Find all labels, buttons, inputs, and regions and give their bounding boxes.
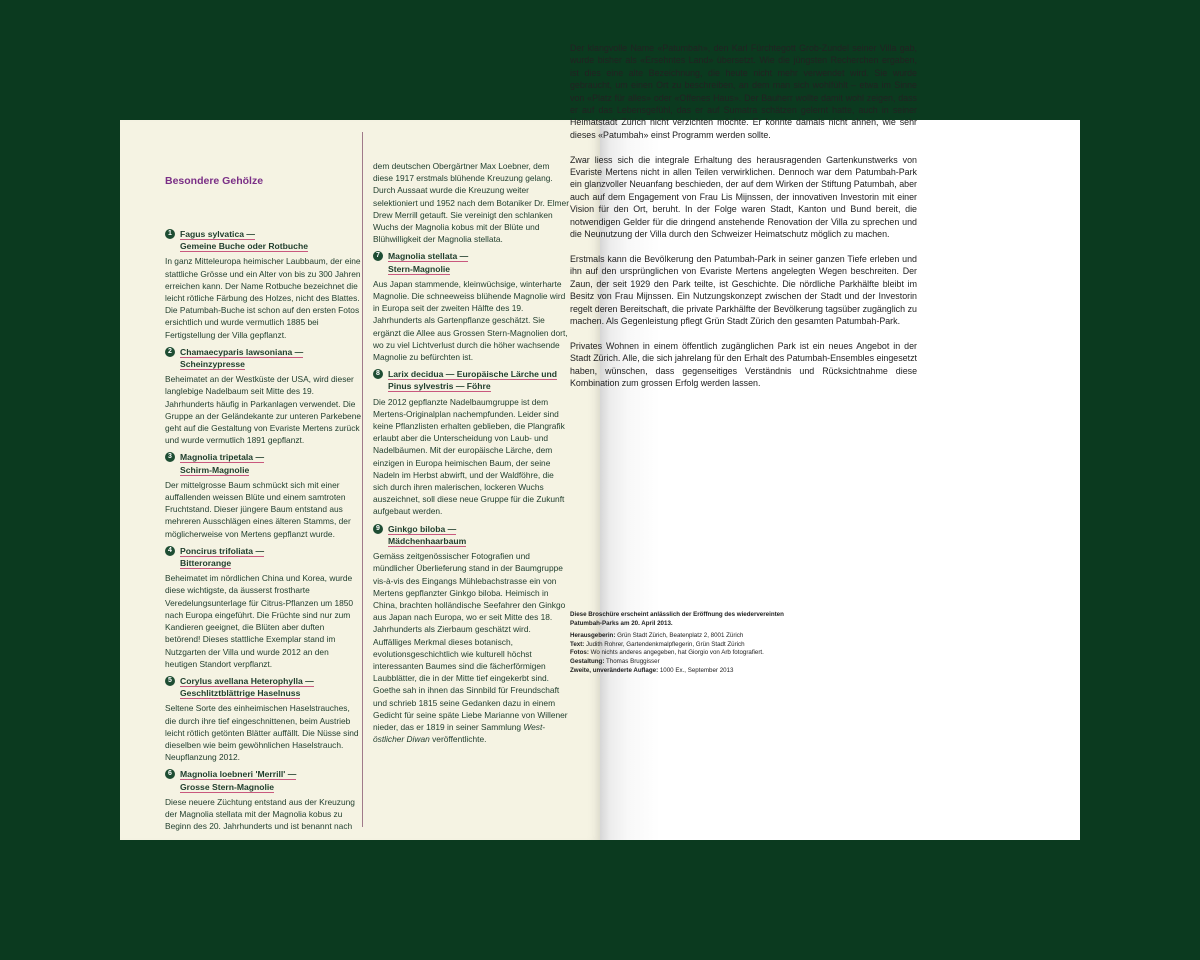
plant-latin-name: Ginkgo biloba — [388,523,457,534]
imprint-value: Thomas Bruggisser [604,657,660,665]
left-column-1 [165,174,361,837]
plant-entry-head [165,451,361,475]
number-badge: 1 [165,229,175,239]
plant-names [180,545,264,569]
plant-entry [165,451,361,539]
plant-names [180,768,296,792]
plant-names [180,451,264,475]
plant-description: Diese neuere Züchtung entstand aus der Kreuzung der Magnolia stellata mit der Magnolia kobus zu Beginn des 20. Jahrhunderts und ist benannt nach [165,796,355,832]
plant-entry-head [165,675,361,699]
plant-entry-head [165,545,361,569]
plant-common-name: Grosse Stern-Magnolie [180,781,275,792]
plant-entry [373,523,569,746]
number-badge: 8 [373,369,383,379]
right-page-body [570,42,917,402]
imprint-lead-line: Diese Broschüre erscheint anlässlich der Eröffnung des wiedervereinten [570,611,784,618]
body-paragraph: Privates Wohnen in einem öffentlich zugänglichen Park ist ein neues Angebot in der Stadt Zürich. Alle, die sich jahrelang für den Erhalt des Patumbah-Ensembles eingesetzt haben, wünschen, dass gegenseitiges Verständnis und Rücksichtnahme diese Kombination zum grossen Erfolg werden lassen. [570,340,917,388]
plant-description: Aus Japan stammende, kleinwüchsige, winterharte Magnolie. Die schneeweiss blühende Magnolie wird in Europa seit der zweiten Hälfte des 19. Jahrhunderts als Gartenpflanze geschätzt. Sie ergänzt die Allee aus Grossen Stern-Magnolien dort, wo zu viel Lichtverlust durch die höher wachsende Magnolie zu befürchten ist. [373,278,568,363]
plant-names [388,523,466,547]
plant-entry-head [373,368,569,392]
column-divider [362,132,363,827]
plant-common-name: Scheinzypresse [180,359,245,370]
imprint-lead-line: Patumbah-Parks am 20. April 2013. [570,619,673,627]
plant-description: Beheimatet an der Westküste der USA, wird dieser langlebige Nadelbaum seit Mitte des 19. Jahrhunderts häufig in Parkanlagen verwendet. Die Gruppe an der Geländekante zur unteren Parkebene geht auf die Gestaltung von Evariste Mertens zurück und wurde vermutlich 1891 gepflanzt. [165,374,362,446]
body-paragraph: Der klangvolle Name «Patumbah», den Karl Fürchtegott Grob-Zundel seiner Villa gab, wurde bisher als «Ersehntes Land» übersetzt. Wie die jüngsten Recherchen ergaben, ist dies eine alte Bezeichnung, die heute nicht mehr verwendet wird. Sie wurde gebraucht, um einen Ort zu beschreiben, an dem man sich wohlfühlt – etwa im Sinne von «Platz für alles» oder «Offenes Haus». Der Bauherr wollte damit wohl zeigen, dass er auf das Lebensgefühl, das er auf Sumatra schätzen gelernt hatte, auch in seiner Heimatstadt Zürich nicht verzichten möchte. Er konnte damals nicht ahnen, wie sehr dieses «Patumbah» einst Programm werden sollte. [570,43,917,140]
plant-entry-head [165,768,361,792]
plant-description: Beheimatet im nördlichen China und Korea, wurde diese wichtigste, da äusserst frostharte Veredelungsunterlage für Citrus-Pflanzen um 1850 nach Europa eingeführt. Die Früchte sind nur zum Kandieren geeignet, die Blüten aber duften betörend! Dieses stattliche Exemplar stand im Nutzgarten der Villa und wurde 2012 an den heutigen Standort verpflanzt. [165,573,354,669]
plant-names [388,368,557,392]
plant-latin-name: Larix decidua — Europäische Lärche und [388,369,558,380]
plant-description [373,550,569,745]
imprint-label: Text: [570,640,585,648]
imprint-row [570,641,830,650]
description-text-end: veröffentlichte. [429,734,487,745]
plant-common-name: Mädchenhaarbaum [388,535,467,546]
plant-latin-name: Magnolia loebneri 'Merrill' — [180,769,297,780]
continued-text: dem deutschen Obergärtner Max Loebner, dem diese 1917 erstmals blühende Kreuzung gelang. Durch Aussaat wurde die Kreuzung weiter selektioniert und 1952 nach dem Botaniker Dr. Elmer Drew Merrill getauft. Sie vereinigt den schlanken Wuchs der Magnolia kobus mit der Blüte und Blühwilligkeit der Magnolia stellata. [373,161,569,245]
plant-common-name: Stern-Magnolie [388,263,451,274]
number-badge: 2 [165,347,175,357]
page-heading: Besondere Gehölze [165,175,264,187]
imprint-label: Zweite, unveränderte Auflage: [570,666,659,674]
imprint-row [570,658,830,667]
plant-names [180,346,303,370]
plant-entry [165,228,361,341]
number-badge: 7 [373,251,383,261]
imprint-value: 1000 Ex., September 2013 [658,666,734,674]
plant-entry-head [165,228,361,252]
plant-names [388,250,468,274]
plant-names [180,675,314,699]
plant-latin-name: Magnolia tripetala — [180,452,265,463]
plant-entry [165,346,361,447]
number-badge: 9 [373,524,383,534]
left-page [120,120,600,840]
plant-entry [165,545,361,670]
plant-entry [373,368,569,517]
plant-common-name: Pinus sylvestris — Föhre [388,381,491,392]
description-text: Gemäss zeitgenössischer Fotografien und mündlicher Überlieferung stand in der Baumgruppe vis-à-vis des Eingangs Mühlebachstrasse ein von Mertens gepflanzter Ginkgo biloba. Heimisch in China, brachten holländische Seefahrer den Ginkgo aus Japan nach Europa, wo er seit Mitte des 18. Jahrhunderts als Zierbaum geschätzt wird. Auffälliges Merkmal dieses botanisch, evolutionsgeschichtlich wie kulturell höchst interessanten Baumes sind die fächerförmigen Laubblätter, die in der Mitte tief eingekerbt sind. Goethe sah in ihnen das Sinnbild für Freundschaft und schrieb 1815 seine Gedanken dazu in einem Gedicht für seine späte Liebe Marianne von Willener nieder, das er 1819 in seiner Sammlung [373,551,568,732]
imprint-lead [570,611,830,628]
number-badge: 3 [165,452,175,462]
number-badge: 6 [165,769,175,779]
plant-entry-head [373,523,569,547]
number-badge: 4 [165,546,175,556]
plant-common-name: Schirm-Magnolie [180,464,250,475]
imprint-value: Wo nichts anderes angegeben, hat Giorgio von Arb fotografiert. [588,649,764,657]
imprint-label: Herausgeberin: [570,632,616,640]
plant-latin-name: Poncirus trifoliata — [180,545,265,556]
plant-common-name: Geschlitztblättrige Haselnuss [180,688,301,699]
plant-description: Der mittelgrosse Baum schmückt sich mit einer auffallenden weissen Blüte und einem samtroten Fruchtstand. Dieser jüngere Baum entstand aus mehreren Ausschlägen eines älteren Stamms, der möglicherweise von Mertens gepflanzt wurde. [165,479,351,539]
plant-entry [165,675,361,763]
plant-description: Seltene Sorte des einheimischen Haselstrauches, die durch ihre tief eingeschnittenen, beim Austrieb leicht rötlich getönten Blätter auffällt. Die Nüsse sind dieselben wie beim gewöhnlichen Haselstrauch. Neupflanzung 2012. [165,703,359,763]
plant-entry [165,768,361,832]
plant-latin-name: Chamaecyparis lawsoniana — [180,346,304,357]
imprint-label: Fotos: [570,649,589,657]
book-title: West-östlicher Diwan [373,721,546,745]
plant-latin-name: Fagus sylvatica — [180,229,255,239]
plant-common-name: Bitterorange [180,558,232,569]
plant-common-name: Gemeine Buche oder Rotbuche [180,241,308,252]
plant-latin-name: Corylus avellana Heterophylla — [180,675,314,686]
plant-latin-name: Magnolia stellata — [388,251,469,262]
imprint-row [570,649,830,658]
imprint [570,611,830,675]
plant-description: In ganz Mitteleuropa heimischer Laubbaum, der eine stattliche Grösse und ein Alter von bis zu 300 Jahren erreichen kann. Der Name Rotbuche bezeichnet die leicht rötliche Färbung des Holzes, nicht des Blattes. Die Patumbah-Buche ist schon auf den ersten Fotos ersichtlich und wurde vermutlich 1885 bei Fertigstellung der Villa gepflanzt. [165,256,361,340]
plant-entry-head [165,346,361,370]
imprint-value: Judith Rohrer, Gartendenkmalpflegerin, Grün Stadt Zürich [584,640,745,648]
left-column-2 [373,160,569,750]
number-badge: 5 [165,676,175,686]
plant-names [180,228,308,252]
body-paragraph: Zwar liess sich die integrale Erhaltung des herausragenden Gartenkunstwerks von Evariste Mertens nicht in allen Teilen verwirklichen. Dennoch war dem Patumbah-Park ein glanzvoller Neuanfang beschieden, der auf dem Wirken der Stiftung Patumbah, aber auch auf dem Engagement von Frau Lis Mijnssen, der innovativen Investorin mit einer Vision für den Ort, beruht. In der Folge waren Stadt, Kanton und Bund bereit, die notwendigen Gelder für die dringend anstehende Renovation der Villa zu sprechen und die Neunutzung der Villa durch den Schweizer Heimatschutz möglich zu machen. [570,154,917,240]
body-paragraph: Erstmals kann die Bevölkerung den Patumbah-Park in seiner ganzen Tiefe erleben und ihn auf den ursprünglichen von Evariste Mertens angelegten Wegen beschreiten. Der Zaun, der seit 1929 den Park teilte, ist Geschichte. Die nördliche Parkhälfte bleibt im Besitz von Frau Mijnssen. Ein Nutzungskonzept zwischen der Stadt und der Investorin regelt deren Bereitschaft, die private Parkhälfte der Bevölkerung tagsüber zugänglich zu machen. Als Gegenleistung pflegt Grün Stadt Zürich den gesamten Patumbah-Park. [570,253,917,326]
imprint-label: Gestaltung: [570,657,605,665]
plant-entry [373,250,569,363]
plant-entry-head [373,250,569,274]
imprint-row [570,667,830,676]
imprint-value: Grün Stadt Zürich, Beatenplatz 2, 8001 Zürich [615,632,744,640]
plant-description: Die 2012 gepflanzte Nadelbaumgruppe ist dem Mertens-Originalplan nachempfunden. Leider sind keine Pflanzlisten erhalten geblieben, die Plangrafik erlaubt aber die Unterscheidung von Laub- und Nadelbäumen. Mit der europäische Lärche, dem einzigen in Europa heimischen Baum, der seine Nadeln im Herbst abwirft, und der Waldföhre, die sich durch ihren malerischen, lockeren Wuchs auszeichnet, soll diese neue Gruppe für die Zukunft aufgebaut werden. [373,396,565,517]
imprint-row [570,632,830,641]
